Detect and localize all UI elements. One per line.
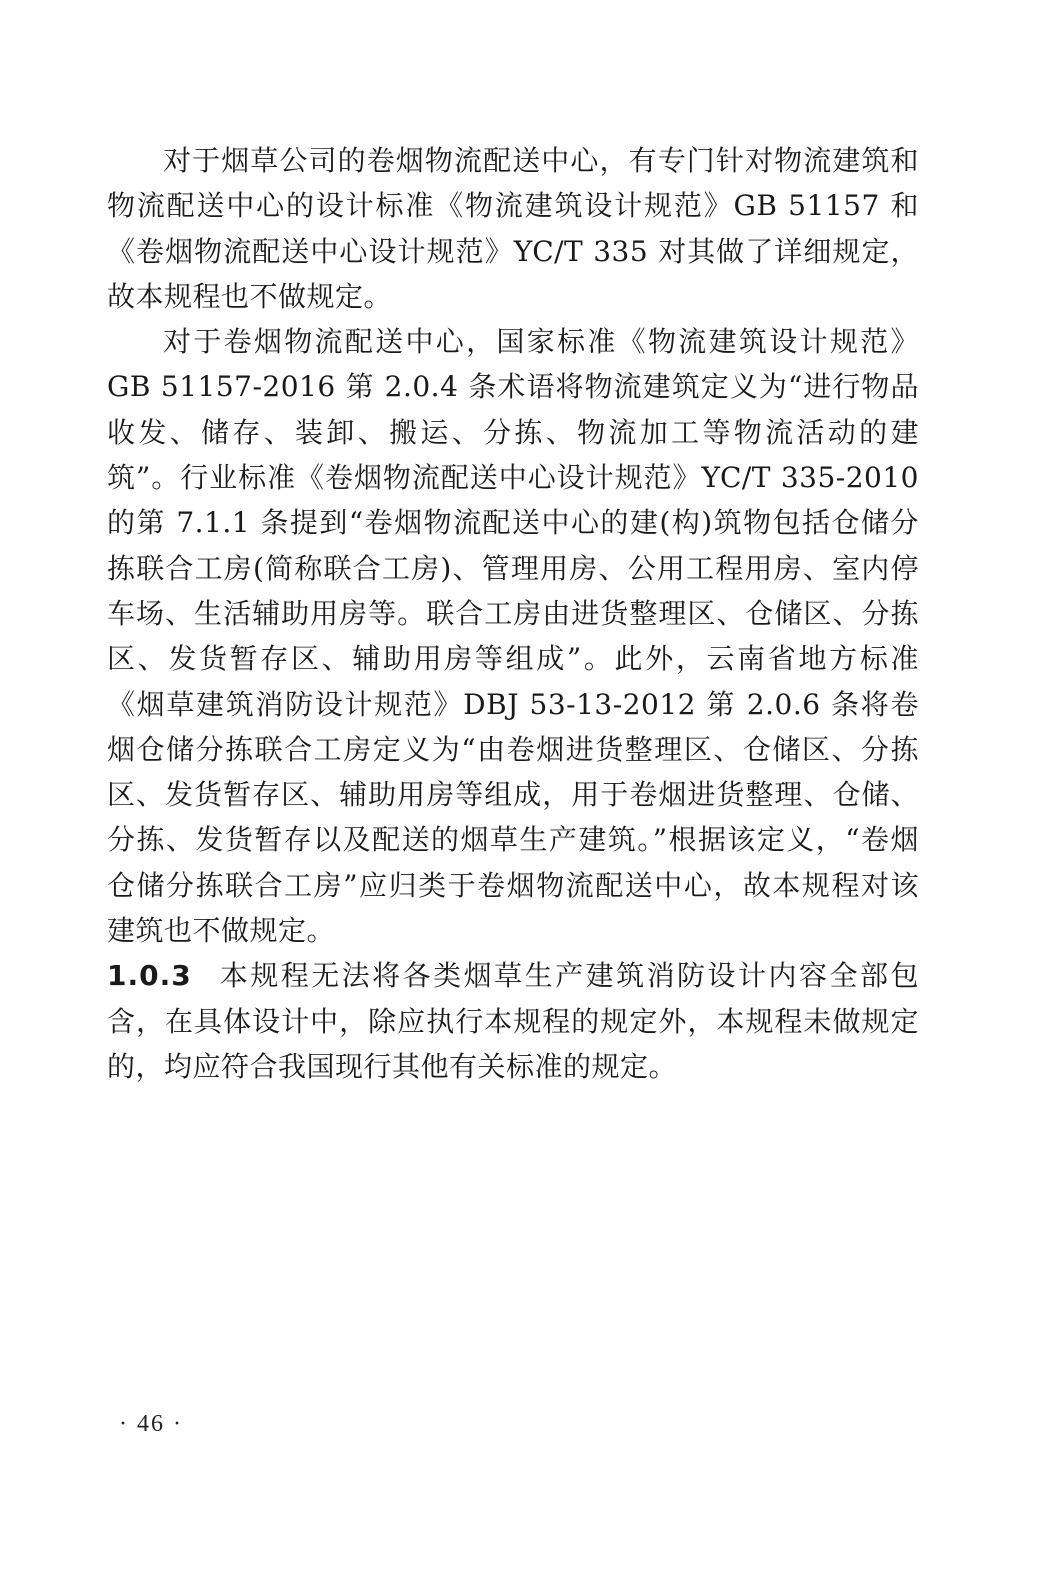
paragraph-logistics-center: 对于烟草公司的卷烟物流配送中心，有专门针对物流建筑和物流配送中心的设计标准《物流建筑设计规范》GB 51157 和《卷烟物流配送中心设计规范》YC/T 335 对其做了详细规定，故本规程也不做规定。 <box>107 144 919 313</box>
clause-1-0-3 <box>107 953 919 1089</box>
clause-number: 1.0.3 <box>107 959 192 993</box>
clause-text: 本规程无法将各类烟草生产建筑消防设计内容全部包含，在具体设计中，除应执行本规程的规定外，本规程未做规定的，均应符合我国现行其他有关标准的规定。 <box>107 959 919 1083</box>
paragraph-definition: 对于卷烟物流配送中心，国家标准《物流建筑设计规范》GB 51157-2016 第 2.0.4 条术语将物流建筑定义为“进行物品收发、储存、装卸、搬运、分拣、物流加工等物流活动的建筑”。行业标准《卷烟物流配送中心设计规范》YC/T 335-2010 的第 7.1.1 条提到“卷烟物流配送中心的建(构)筑物包括仓储分拣联合工房(简称联合工房)、管理用房、公用工程用房、室内停车场、生活辅助用房等。联合工房由进货整理区、仓储区、分拣区、发货暂存区、辅助用房等组成”。此外，云南省地方标准《烟草建筑消防设计规范》DBJ 53-13-2012 第 2.0.6 条将卷烟仓储分拣联合工房定义为“由卷烟进货整理区、仓储区、分拣区、发货暂存区、辅助用房等组成，用于卷烟进货整理、仓储、分拣、发货暂存以及配送的烟草生产建筑。”根据该定义，“卷烟仓储分拣联合工房”应归类于卷烟物流配送中心，故本规程对该建筑也不做规定。 <box>107 325 919 948</box>
document-body <box>107 138 919 1089</box>
page-number: · 46 · <box>119 1411 183 1437</box>
